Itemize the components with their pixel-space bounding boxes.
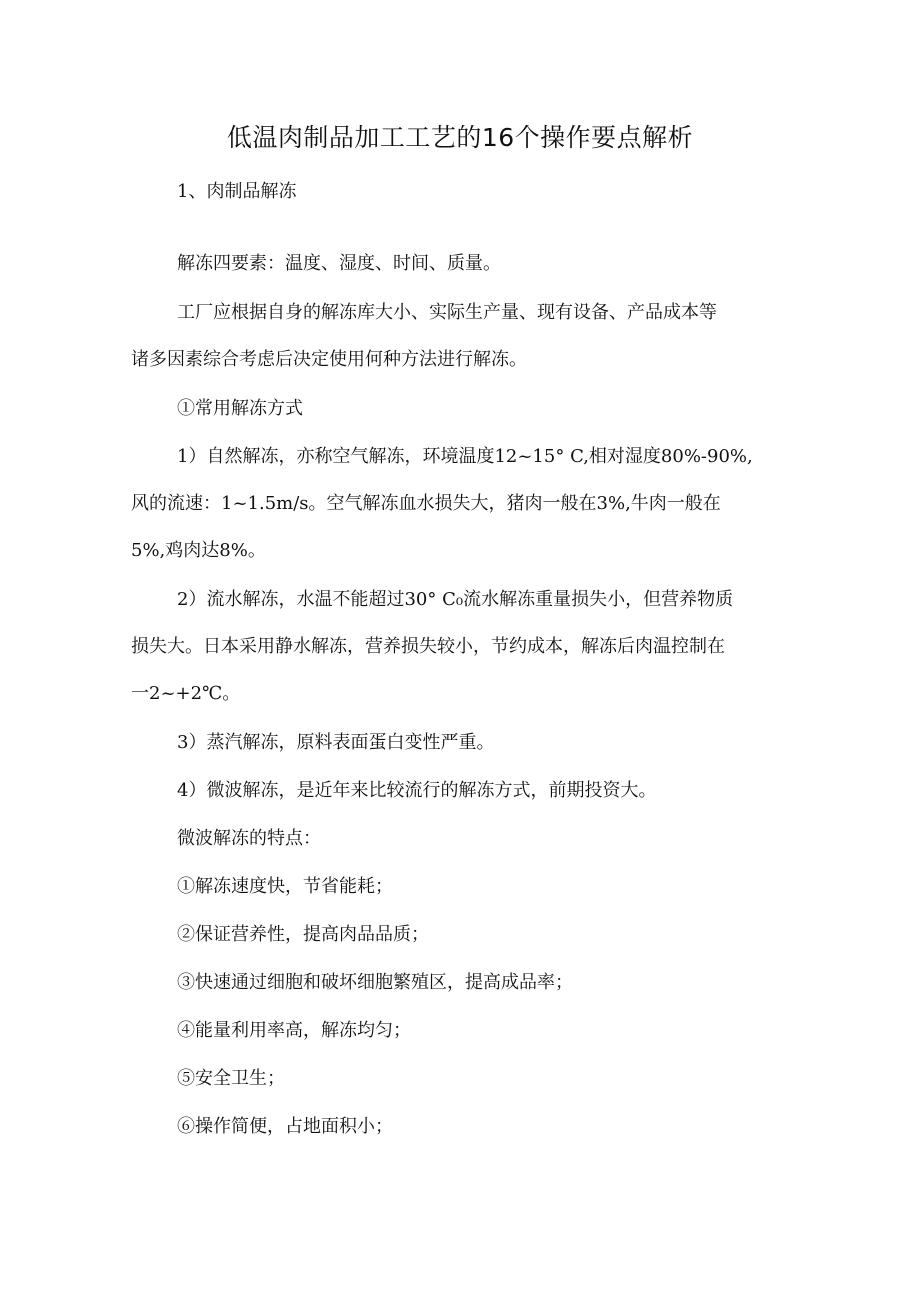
list-item: ①解冻速度快，节省能耗； (177, 876, 393, 897)
paragraph-line: 一2~+2℃。 (131, 683, 241, 704)
list-item: ⑤安全卫生； (177, 1068, 285, 1089)
list-item: ②保证营养性，提高肉品品质； (177, 924, 429, 945)
subheading-common-methods: ①常用解冻方式 (177, 398, 303, 419)
paragraph-steam-thaw: 3）蒸汽解冻，原料表面蛋白变性严重。 (177, 732, 495, 753)
subheading-microwave-features: 微波解冻的特点： (177, 828, 321, 849)
list-item: ⑥操作简便，占地面积小； (177, 1116, 393, 1137)
paragraph-water-thaw (131, 576, 796, 717)
list-item: ③快速通过细胞和破坏细胞繁殖区，提高成品率； (177, 972, 573, 993)
paragraph-line: 风的流速：1~1.5m/s。空气解冻血水损失大，猪肉一般在3%,牛肉一般在 (131, 493, 721, 514)
paragraph-line: 诸多因素综合考虑后决定使用何种方法进行解冻。 (131, 349, 527, 370)
paragraph-line: 5%,鸡肉达8%。 (131, 540, 266, 561)
document-title: 低温肉制品加工工艺的16个操作要点解析 (226, 123, 694, 152)
paragraph-thaw-factors: 解冻四要素：温度、湿度、时间、质量。 (177, 253, 501, 274)
paragraph-line: 2）流水解冻，水温不能超过30° C₀流水解冻重量损失小，但营养物质 (177, 589, 734, 610)
section-heading: 1、肉制品解冻 (177, 181, 297, 202)
paragraph-factory-choice (131, 289, 796, 383)
paragraph-line: 工厂应根据自身的解冻库大小、实际生产量、现有设备、产品成本等 (177, 302, 717, 323)
paragraph-air-thaw (131, 433, 796, 574)
paragraph-line: 损失大。日本采用静水解冻，营养损失较小，节约成本，解冻后肉温控制在 (131, 636, 725, 657)
list-item: ④能量利用率高，解冻均匀； (177, 1020, 411, 1041)
paragraph-line: 1）自然解冻，亦称空气解冻，环境温度12~15° C,相对湿度80%-90%, (177, 446, 753, 467)
paragraph-microwave-thaw: 4）微波解冻，是近年来比较流行的解冻方式，前期投资大。 (177, 780, 657, 801)
